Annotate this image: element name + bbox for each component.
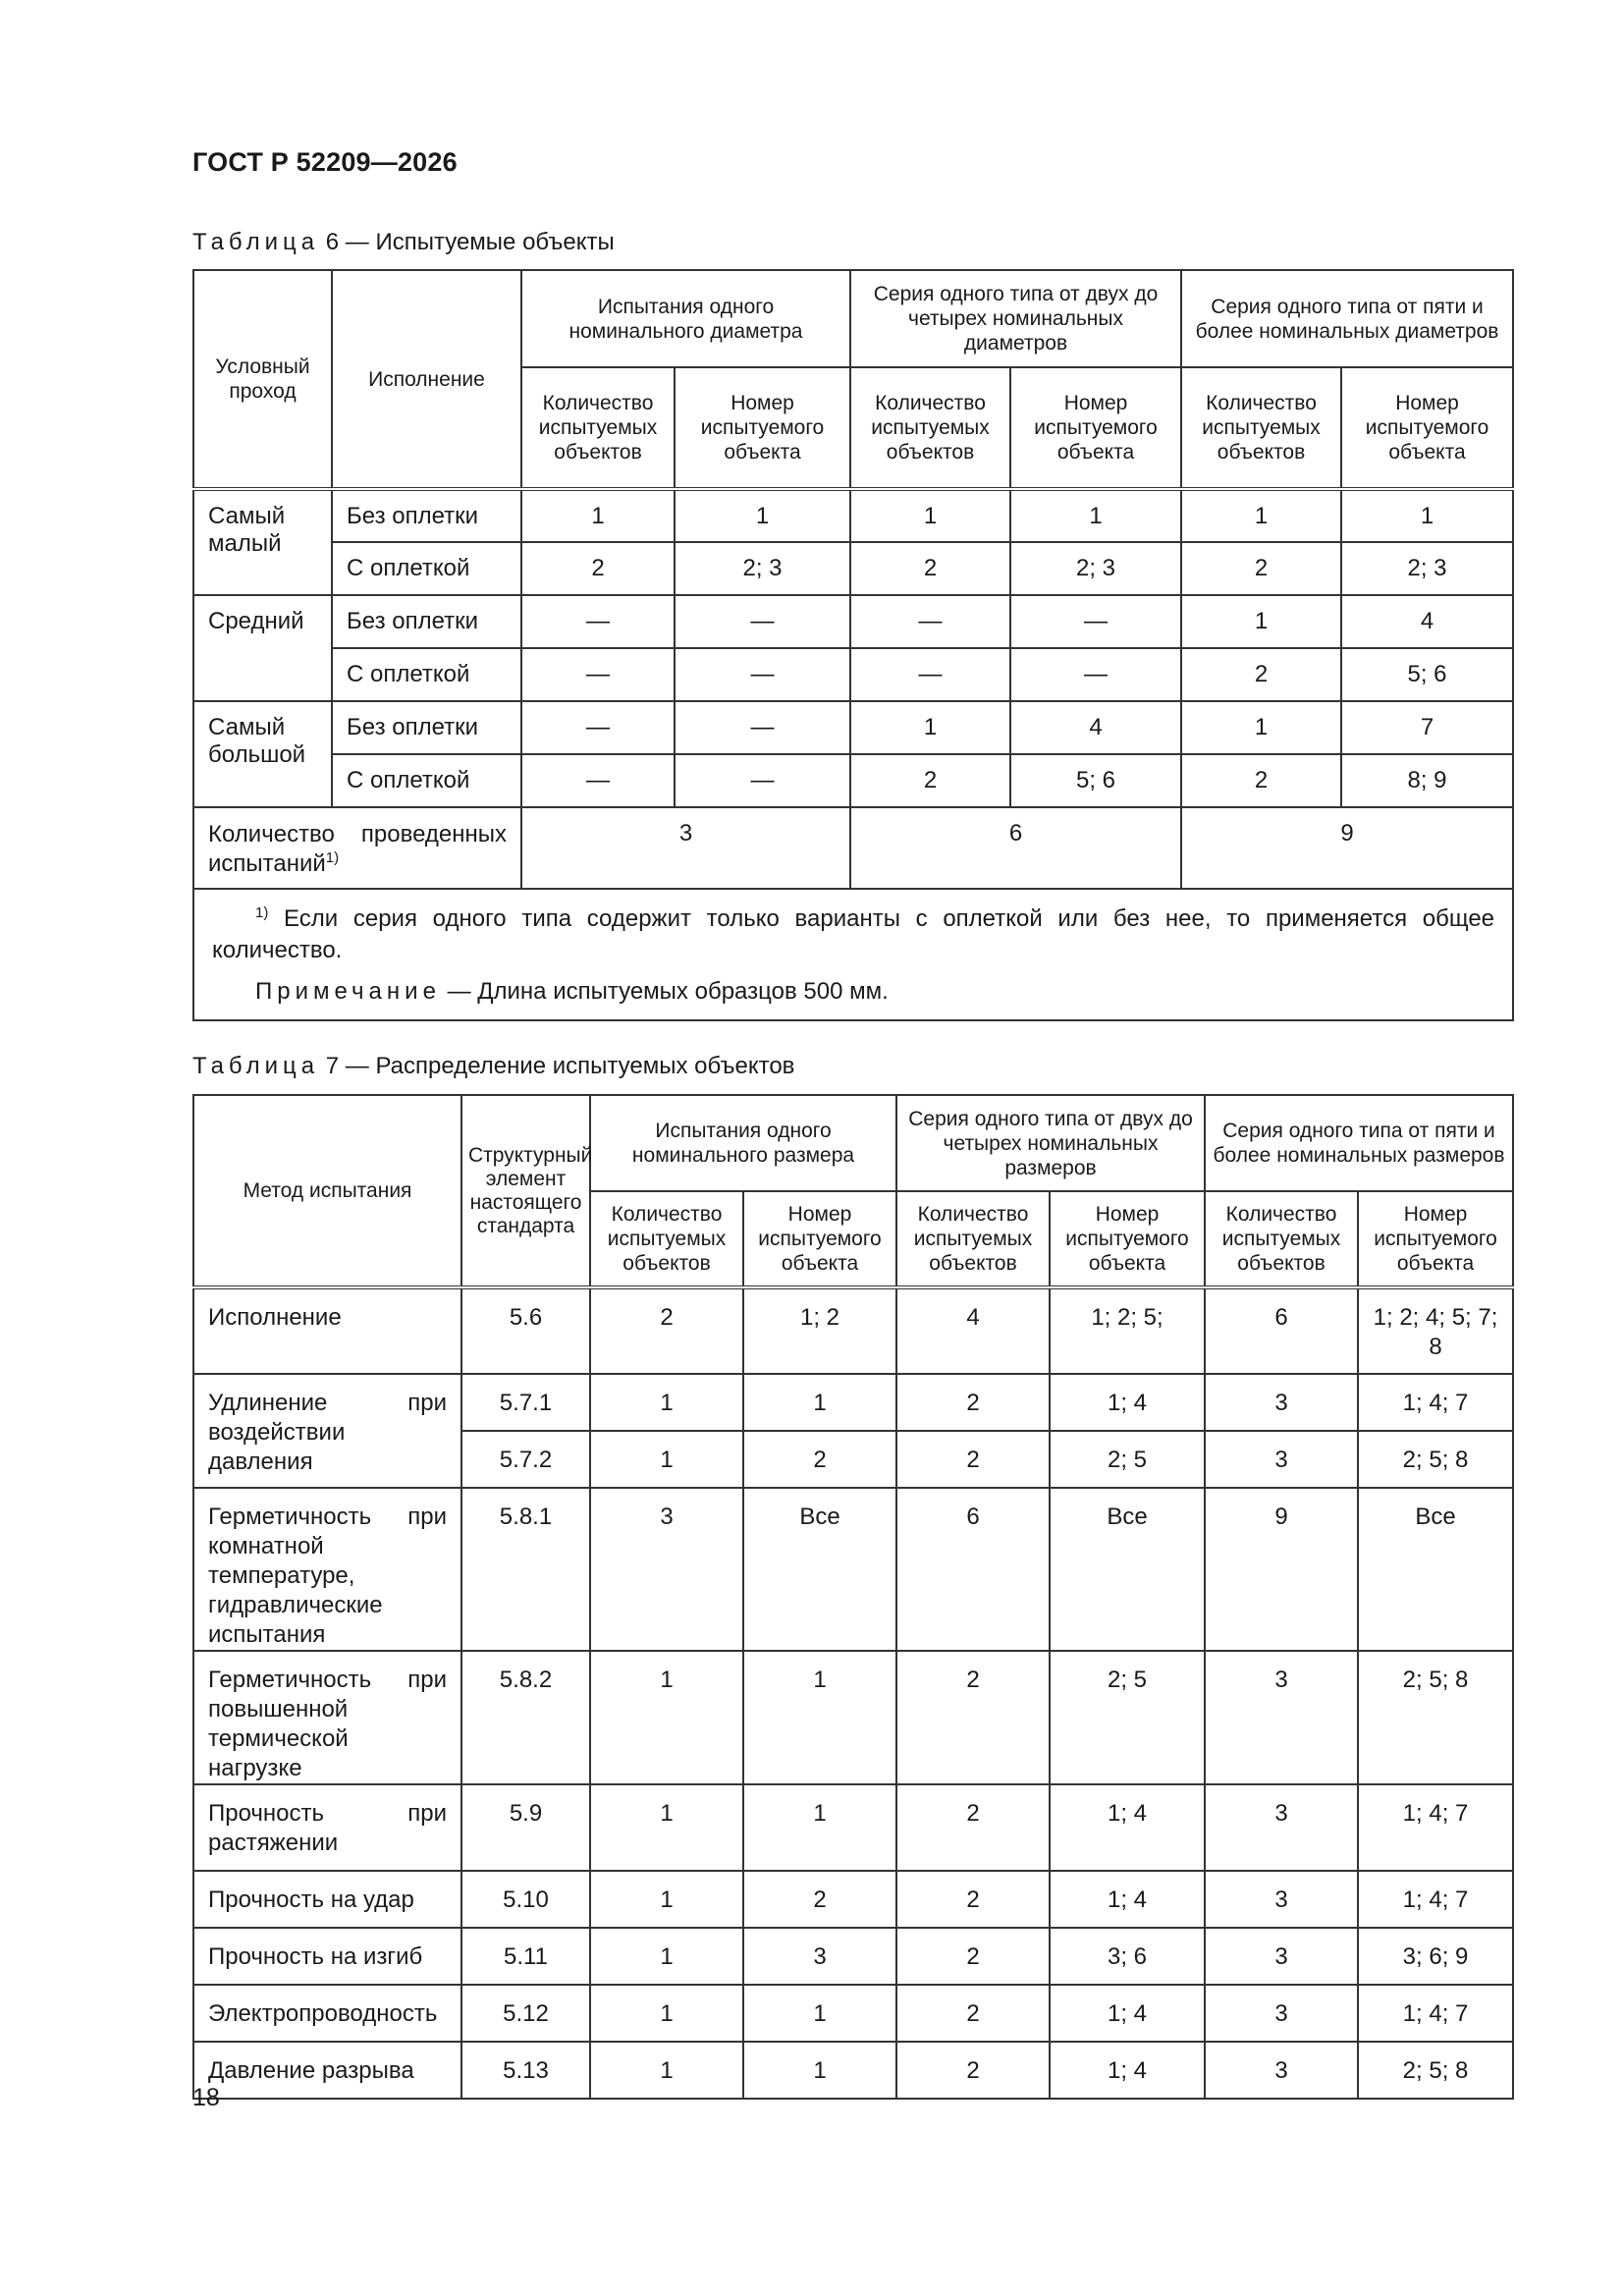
table-cell: 3 (1205, 1928, 1358, 1985)
table6-group-label: Самый малый (193, 489, 332, 595)
table-cell: 2 (896, 1985, 1050, 2042)
table7-clause: 5.12 (461, 1985, 590, 2042)
table-cell: Все (1358, 1488, 1513, 1651)
table-cell: 2 (896, 1374, 1050, 1431)
table7-header-group3: Серия одного типа от пяти и более номинальных размеров (1205, 1095, 1513, 1191)
table-cell: 1 (743, 1651, 896, 1784)
table-cell: 1; 2; 4; 5; 7; 8 (1358, 1287, 1513, 1374)
table-cell: 8; 9 (1341, 754, 1513, 807)
table-cell: — (521, 701, 675, 754)
table-row (193, 1287, 1513, 1374)
table-cell: Все (1050, 1488, 1205, 1651)
table-cell: 2; 3 (675, 542, 850, 595)
table-cell: 1 (675, 489, 850, 542)
table-cell: 3 (1205, 1784, 1358, 1871)
table7-header-count: Количество испытуемых объектов (590, 1191, 743, 1287)
table7-header-number: Номер испытуемого объекта (1358, 1191, 1513, 1287)
table-cell: 1; 4; 7 (1358, 1784, 1513, 1871)
table-cell: 4 (1341, 595, 1513, 648)
table-cell: 4 (1010, 701, 1181, 754)
table6-execution: С оплеткой (332, 754, 521, 807)
table-cell: 3 (743, 1928, 896, 1985)
table7-caption-title: 7 — Распределение испытуемых объектов (319, 1053, 795, 1079)
table-cell: 1 (1010, 489, 1181, 542)
table6-caption (192, 229, 615, 256)
table7-method: Давление разрыва (193, 2042, 461, 2099)
table-cell: 2; 5; 8 (1358, 1431, 1513, 1488)
page-number: 18 (192, 2084, 220, 2111)
table-cell: — (675, 595, 850, 648)
table-cell: 2 (1181, 542, 1341, 595)
table7-method: Удлинение при воздействии давления (193, 1374, 461, 1488)
table-cell: 1 (850, 489, 1010, 542)
table-cell: — (850, 595, 1010, 648)
table-cell: 1 (590, 2042, 743, 2099)
table6-header-count: Количество испытуемых объектов (850, 367, 1010, 489)
table6-total-value: 3 (521, 807, 850, 889)
table-cell: 2 (743, 1431, 896, 1488)
table-cell: 2; 5; 8 (1358, 2042, 1513, 2099)
table-row (193, 1784, 1513, 1871)
table-cell: 1 (590, 1928, 743, 1985)
table-cell: — (675, 648, 850, 701)
footnote-mark: 1) (255, 904, 269, 921)
table-cell: 2 (1181, 754, 1341, 807)
table-row (193, 2042, 1513, 2099)
table-cell: 1; 4 (1050, 1985, 1205, 2042)
table7-clause: 5.6 (461, 1287, 590, 1374)
table6-caption-title: 6 — Испытуемые объекты (319, 229, 615, 255)
table-cell: 1; 4 (1050, 1871, 1205, 1928)
table-cell: 4 (896, 1287, 1050, 1374)
table6-header-number: Номер испытуемого объекта (1010, 367, 1181, 489)
table-cell: 7 (1341, 701, 1513, 754)
table-cell: 1 (521, 489, 675, 542)
table7-method: Электропроводность (193, 1985, 461, 2042)
table-cell: 2; 3 (1010, 542, 1181, 595)
table-cell: — (521, 648, 675, 701)
table-cell: 1 (590, 1374, 743, 1431)
table7-clause: 5.8.1 (461, 1488, 590, 1651)
table-cell: 2 (896, 1431, 1050, 1488)
table-cell: 2 (896, 1928, 1050, 1985)
table7-clause: 5.13 (461, 2042, 590, 2099)
table-cell: 2 (590, 1287, 743, 1374)
table7-clause: 5.10 (461, 1871, 590, 1928)
table-cell: 1; 2; 5; (1050, 1287, 1205, 1374)
table7-header-group1: Испытания одного номинального размера (590, 1095, 896, 1191)
table7-method: Прочность на изгиб (193, 1928, 461, 1985)
table-cell: 2 (850, 754, 1010, 807)
table-row (193, 1651, 1513, 1784)
table-cell: 3; 6 (1050, 1928, 1205, 1985)
table-cell: 1; 4; 7 (1358, 1374, 1513, 1431)
table-cell: — (1010, 595, 1181, 648)
table6-header-nominal-pass: Условный проход (193, 270, 332, 489)
table6-execution: Без оплетки (332, 489, 521, 542)
table-row (193, 542, 1513, 595)
table7-header-group2: Серия одного типа от двух до четырех номинальных размеров (896, 1095, 1205, 1191)
table-cell: 2 (743, 1871, 896, 1928)
table-cell: 1 (850, 701, 1010, 754)
table7-header-count: Количество испытуемых объектов (1205, 1191, 1358, 1287)
table-row (193, 1928, 1513, 1985)
table-row (193, 595, 1513, 648)
table-cell: 2 (850, 542, 1010, 595)
table-cell: 3 (1205, 1985, 1358, 2042)
footnote-ref: 1) (325, 849, 340, 866)
table-cell: 9 (1205, 1488, 1358, 1651)
table7-caption-prefix: Таблица (192, 1053, 320, 1079)
table-cell: 2 (896, 1871, 1050, 1928)
table-cell: 1; 2 (743, 1287, 896, 1374)
table-cell: — (1010, 648, 1181, 701)
table-cell: 1 (1181, 489, 1341, 542)
table-cell: 1; 4 (1050, 2042, 1205, 2099)
table-cell: 3 (590, 1488, 743, 1651)
table6-group-label: Самый большой (193, 701, 332, 807)
table6-caption-prefix: Таблица (192, 229, 320, 255)
table-row (193, 1871, 1513, 1928)
note-text: — Длина испытуемых образцов 500 мм. (440, 978, 889, 1005)
table6-total-label (193, 807, 521, 889)
table7-header-number: Номер испытуемого объекта (1050, 1191, 1205, 1287)
table-cell: 3 (1205, 2042, 1358, 2099)
table7-header-number: Номер испытуемого объекта (743, 1191, 896, 1287)
table-cell: 1; 4 (1050, 1784, 1205, 1871)
table6-header-number: Номер испытуемого объекта (675, 367, 850, 489)
table-cell: 1 (1181, 701, 1341, 754)
table6-note (212, 976, 1494, 1008)
table-cell: 3 (1205, 1374, 1358, 1431)
table7-method: Исполнение (193, 1287, 461, 1374)
table-cell: 3 (1205, 1871, 1358, 1928)
table-row (193, 489, 1513, 542)
table6-header-group2: Серия одного типа от двух до четырех номинальных диаметров (850, 270, 1181, 367)
table-cell: 1 (590, 1871, 743, 1928)
table-cell: 1 (1181, 595, 1341, 648)
table6-execution: С оплеткой (332, 542, 521, 595)
table-row (193, 1488, 1513, 1651)
table6-footnote (212, 903, 1494, 966)
table6-notes (193, 889, 1513, 1020)
table7-clause: 5.7.1 (461, 1374, 590, 1431)
table-cell: 3 (1205, 1431, 1358, 1488)
table-cell: — (675, 701, 850, 754)
table-cell: 5; 6 (1010, 754, 1181, 807)
table-cell: 1; 4 (1050, 1374, 1205, 1431)
table-cell: 2 (1181, 648, 1341, 701)
table6-header-group1: Испытания одного номинального диаметра (521, 270, 850, 367)
table-cell: 2 (521, 542, 675, 595)
table7-clause: 5.9 (461, 1784, 590, 1871)
table-row (193, 648, 1513, 701)
table6 (192, 269, 1514, 1021)
table6-header-number: Номер испытуемого объекта (1341, 367, 1513, 489)
table6-total-label-text: Количество проведенных испытаний (208, 821, 507, 877)
table-row (193, 1374, 1513, 1431)
table-cell: 1 (590, 1431, 743, 1488)
table-row (193, 701, 1513, 754)
table6-execution: С оплеткой (332, 648, 521, 701)
table-cell: — (850, 648, 1010, 701)
table6-header-count: Количество испытуемых объектов (1181, 367, 1341, 489)
table6-header-group3: Серия одного типа от пяти и более номинальных диаметров (1181, 270, 1513, 367)
table-cell: 5; 6 (1341, 648, 1513, 701)
table-cell: 3; 6; 9 (1358, 1928, 1513, 1985)
table7-clause: 5.7.2 (461, 1431, 590, 1488)
table7-method: Герметичность при повышенной термической нагрузке (193, 1651, 461, 1784)
table-cell: 1 (743, 1985, 896, 2042)
table-row (193, 754, 1513, 807)
table6-group-label: Средний (193, 595, 332, 701)
table-cell: 2 (896, 2042, 1050, 2099)
table-cell: 2; 5 (1050, 1431, 1205, 1488)
table7-caption (192, 1053, 794, 1080)
table-cell: 1 (1341, 489, 1513, 542)
table-cell: 1 (590, 1985, 743, 2042)
table-cell: 1 (743, 1784, 896, 1871)
table-cell: 2 (896, 1651, 1050, 1784)
table7-header-struct: Структурный элемент настоящего стандарта (461, 1095, 590, 1287)
table7-method: Прочность на удар (193, 1871, 461, 1928)
table-cell: — (521, 754, 675, 807)
table7-method: Прочность при растяжении (193, 1784, 461, 1871)
table-cell: 1; 4; 7 (1358, 1871, 1513, 1928)
table7-clause: 5.11 (461, 1928, 590, 1985)
table-cell: 3 (1205, 1651, 1358, 1784)
table6-execution: Без оплетки (332, 595, 521, 648)
table-row (193, 889, 1513, 1020)
table6-header-execution: Исполнение (332, 270, 521, 489)
table-cell: 6 (1205, 1287, 1358, 1374)
table6-total-value: 6 (850, 807, 1181, 889)
table-cell: Все (743, 1488, 896, 1651)
document-header: ГОСТ Р 52209—2026 (192, 147, 458, 177)
table-cell: 1; 4; 7 (1358, 1985, 1513, 2042)
table-cell: 2; 3 (1341, 542, 1513, 595)
table-cell: 1 (590, 1784, 743, 1871)
note-label: Примечание (255, 978, 441, 1005)
table6-header-count: Количество испытуемых объектов (521, 367, 675, 489)
table-row (193, 1985, 1513, 2042)
table-cell: 1 (743, 1374, 896, 1431)
table7-header-method: Метод испытания (193, 1095, 461, 1287)
table7-header-count: Количество испытуемых объектов (896, 1191, 1050, 1287)
table-cell: 1 (590, 1651, 743, 1784)
table7-clause: 5.8.2 (461, 1651, 590, 1784)
table7 (192, 1094, 1514, 2100)
table-cell: 2 (896, 1784, 1050, 1871)
table6-total-value: 9 (1181, 807, 1513, 889)
table7-method: Герметичность при комнатной температуре, гидравлические испытания (193, 1488, 461, 1651)
table-cell: 2; 5 (1050, 1651, 1205, 1784)
table6-execution: Без оплетки (332, 701, 521, 754)
footnote-text: Если серия одного типа содержит только варианты с оплеткой или без нее, то применяется общее количество. (212, 905, 1495, 963)
table-cell: — (521, 595, 675, 648)
table-cell: — (675, 754, 850, 807)
table-row (193, 807, 1513, 889)
table-cell: 2; 5; 8 (1358, 1651, 1513, 1784)
table-cell: 1 (743, 2042, 896, 2099)
table-cell: 6 (896, 1488, 1050, 1651)
